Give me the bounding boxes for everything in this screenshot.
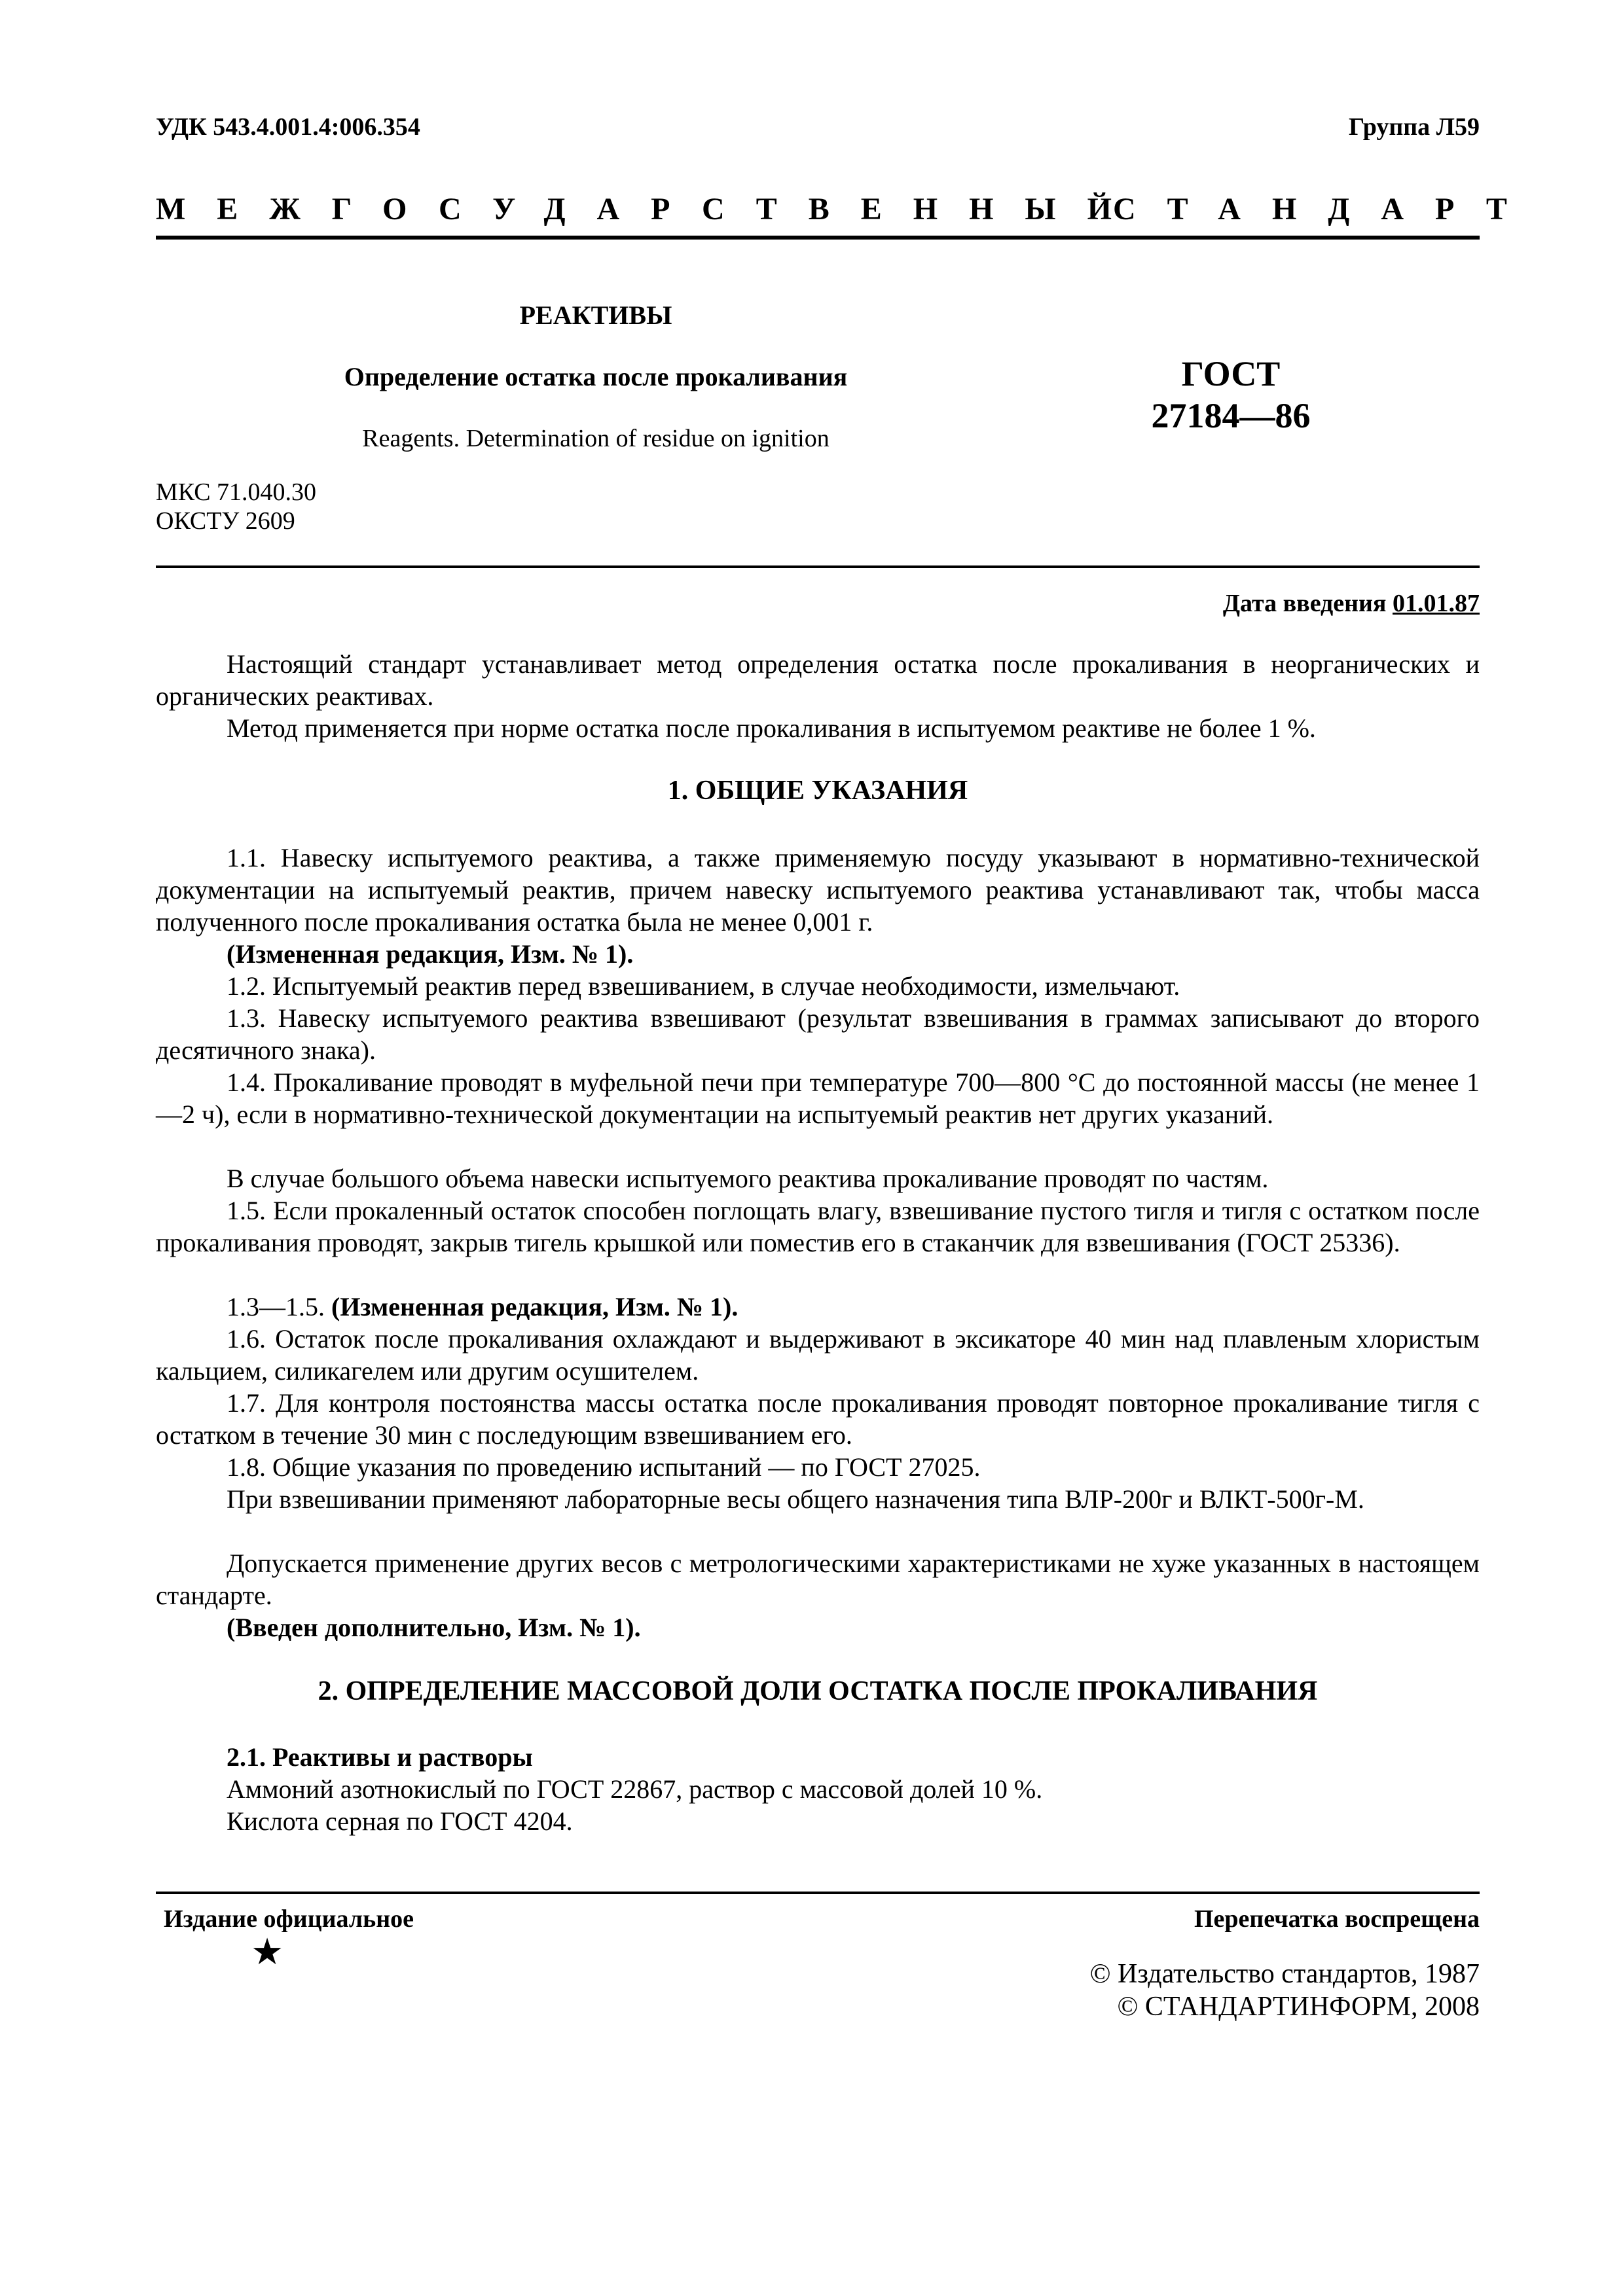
section2-heading: 2. ОПРЕДЕЛЕНИЕ МАССОВОЙ ДОЛИ ОСТАТКА ПОСЛЕ ПРОКАЛИВАНИЯ: [318, 1676, 1318, 1706]
copyright-2008: © СТАНДАРТИНФОРМ, 2008: [1117, 1992, 1480, 2022]
para-2-1-heading: 2.1. Реактивы и растворы: [227, 1742, 533, 1772]
para-1-1: 1.1. Навеску испытуемого реактива, а также применяемую посуду указывают в нормативно-технической документации на испытуемый реактив, причем навеску испытуемого реактива устанавливают так, чтобы масса полученного после прокаливания остатка была не менее 0,001 г.: [156, 843, 1480, 937]
para-1-5: 1.5. Если прокаленный остаток способен поглощать влагу, взвешивание пустого тигля и тигля с остатком после прокаливания проводят, закрыв тигель крышкой или поместив его в стаканчик для взвешивания (ГОСТ 25336).: [156, 1196, 1480, 1257]
para-1-8c: Допускается применение других весов с метрологическими характеристиками не хуже указанных в настоящем стандарте.: [156, 1549, 1480, 1610]
footer-rule: [156, 1892, 1480, 1894]
para-1-8-note: (Введен дополнительно, Изм. № 1).: [227, 1613, 641, 1642]
gost-number: 27184—86: [1151, 396, 1311, 435]
copyright-1987: © Издательство стандартов, 1987: [1089, 1959, 1480, 1989]
intro-date-label: Дата введения: [1222, 590, 1387, 617]
para-1-5-note-text: (Измененная редакция, Изм. № 1).: [331, 1292, 739, 1321]
doc-title: РЕАКТИВЫ: [519, 300, 672, 330]
para-1-8b: При взвешивании применяют лабораторные весы общего назначения типа ВЛР-200г и ВЛКТ-500г-М.: [227, 1484, 1364, 1514]
para-1-3: 1.3. Навеску испытуемого реактива взвешивают (результат взвешивания в граммах записывают до второго десятичного знака).: [156, 1003, 1480, 1065]
para-1-7: 1.7. Для контроля постоянства массы остатка после прокаливания проводят повторное прокаливание тигля с остатком в течение 30 мин с последующим взвешиванием его.: [156, 1388, 1480, 1450]
para-1-8: 1.8. Общие указания по проведению испытаний — по ГОСТ 27025.: [227, 1452, 981, 1482]
doc-subtitle: Определение остатка после прокаливания: [344, 362, 848, 391]
para-1-5-note-prefix: 1.3—1.5.: [227, 1292, 325, 1321]
banner-right: СТАНДАРТ: [1113, 192, 1539, 226]
intro-paragraph-1: Настоящий стандарт устанавливает метод определения остатка после прокаливания в неорганических и органических реактивах.: [156, 649, 1480, 711]
official-edition: Издание официальное: [164, 1905, 414, 1933]
reprint-prohibited: Перепечатка воспрещена: [1194, 1905, 1480, 1933]
para-2-1-line-2: Кислота серная по ГОСТ 4204.: [227, 1806, 573, 1836]
star-icon: ★: [251, 1932, 284, 1973]
udk-code: УДК 543.4.001.4:006.354: [156, 113, 420, 141]
section1-heading: 1. ОБЩИЕ УКАЗАНИЯ: [667, 776, 968, 806]
para-1-2: 1.2. Испытуемый реактив перед взвешиванием, в случае необходимости, измельчают.: [227, 971, 1180, 1001]
para-1-6: 1.6. Остаток после прокаливания охлаждают и выдерживают в эксикаторе 40 мин над плавленым хлористым кальцием, силикагелем или другим осушителем.: [156, 1324, 1480, 1386]
intro-paragraph-2: Метод применяется при норме остатка после прокаливания в испытуемом реактиве не более 1 %.: [227, 713, 1316, 743]
para-1-5-note: [156, 1291, 1480, 1323]
title-rule: [156, 565, 1480, 568]
mks-code: МКС 71.040.30: [156, 478, 317, 506]
header-rule: [156, 236, 1480, 240]
doc-english-title: Reagents. Determination of residue on ignition: [362, 425, 830, 452]
banner-left: МЕЖГОСУДАРСТВЕННЫЙ: [156, 192, 1143, 226]
intro-date-value: 01.01.87: [1393, 590, 1480, 617]
para-1-1-note: (Измененная редакция, Изм. № 1).: [227, 939, 634, 969]
para-2-1-line-1: Аммоний азотнокислый по ГОСТ 22867, раствор с массовой долей 10 %.: [227, 1774, 1043, 1804]
okstu-code: ОКСТУ 2609: [156, 507, 295, 535]
intro-date: [1223, 589, 1480, 618]
para-1-4: 1.4. Прокаливание проводят в муфельной печи при температуре 700—800 °С до постоянной массы (не менее 1—2 ч), если в нормативно-технической документации на испытуемый реактив нет других указаний.: [156, 1067, 1480, 1129]
gost-label: ГОСТ: [1181, 354, 1281, 393]
group-code: Группа Л59: [1348, 113, 1480, 141]
para-1-4b: В случае большого объема навески испытуемого реактива прокаливание проводят по частям.: [227, 1164, 1269, 1193]
